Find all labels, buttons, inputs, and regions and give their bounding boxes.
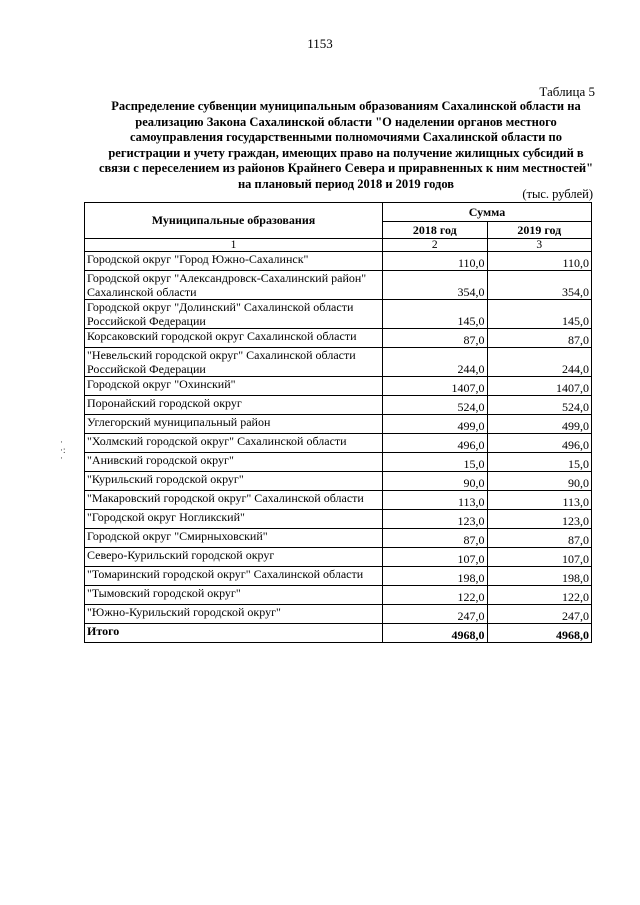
table-row: [85, 472, 592, 491]
municipality-name: "Макаровский городской округ" Сахалинской области: [85, 491, 383, 510]
municipality-name: Городской округ "Долинский" Сахалинской области Российской Федерации: [85, 300, 383, 329]
value-2019: 524,0: [487, 396, 592, 415]
municipality-name: Северо-Курильский городской округ: [85, 548, 383, 567]
municipality-name: Поронайский городской округ: [85, 396, 383, 415]
value-2018: 496,0: [383, 434, 488, 453]
table-label: Таблица 5: [539, 84, 595, 99]
subvention-table: [84, 202, 592, 643]
value-2018: 145,0: [383, 300, 488, 329]
value-2018: 247,0: [383, 605, 488, 624]
total-row: [85, 624, 592, 643]
value-2019: 110,0: [487, 252, 592, 271]
value-2019: 247,0: [487, 605, 592, 624]
table-row: [85, 453, 592, 472]
municipality-name: "Анивский городской округ": [85, 453, 383, 472]
value-2018: 198,0: [383, 567, 488, 586]
table-row: [85, 491, 592, 510]
scan-marks: · ·: ·: [60, 437, 66, 463]
value-2018: 87,0: [383, 329, 488, 348]
table-row: [85, 396, 592, 415]
value-2018: 122,0: [383, 586, 488, 605]
value-2019: 87,0: [487, 329, 592, 348]
value-2019: 1407,0: [487, 377, 592, 396]
municipality-name: Городской округ "Город Южно-Сахалинск": [85, 252, 383, 271]
table-row: [85, 348, 592, 377]
table-row: [85, 510, 592, 529]
value-2019: 90,0: [487, 472, 592, 491]
municipality-name: Городской округ "Смирныховский": [85, 529, 383, 548]
table-row: [85, 329, 592, 348]
value-2019: 354,0: [487, 271, 592, 300]
column-number: 3: [487, 239, 592, 252]
title-line: регистрации и учету граждан, имеющих право на получение жилищных субсидий в: [108, 145, 584, 160]
value-2018: 107,0: [383, 548, 488, 567]
title-line: реализацию Закона Сахалинской области "О наделении органов местного: [135, 114, 557, 129]
value-2018: 15,0: [383, 453, 488, 472]
units-label: (тыс. рублей): [522, 187, 593, 201]
total-2019: 4968,0: [487, 624, 592, 643]
value-2019: 496,0: [487, 434, 592, 453]
column-number: 2: [383, 239, 488, 252]
table-row: [85, 415, 592, 434]
title-line: на плановый период 2018 и 2019 годов: [237, 176, 455, 191]
municipality-name: "Курильский городской округ": [85, 472, 383, 491]
value-2019: 122,0: [487, 586, 592, 605]
title-line: связи с переселением из районов Крайнего Севера и приравненных к ним местностей": [98, 161, 594, 175]
value-2019: 198,0: [487, 567, 592, 586]
total-label: Итого: [85, 624, 383, 643]
value-2019: 113,0: [487, 491, 592, 510]
header-sum: Сумма: [383, 203, 592, 222]
table-row: [85, 529, 592, 548]
table-row: [85, 586, 592, 605]
municipality-name: "Невельский городской округ" Сахалинской области Российской Федерации: [85, 348, 383, 377]
municipality-name: "Холмский городской округ" Сахалинской области: [85, 434, 383, 453]
header-municipalities: Муниципальные образования: [85, 203, 383, 239]
document-title: [90, 99, 602, 192]
table-row: [85, 252, 592, 271]
municipality-name: "Южно-Курильский городской округ": [85, 605, 383, 624]
value-2019: 15,0: [487, 453, 592, 472]
value-2018: 244,0: [383, 348, 488, 377]
value-2019: 499,0: [487, 415, 592, 434]
municipality-name: Корсаковский городской округ Сахалинской области: [85, 329, 383, 348]
title-line: Распределение субвенции муниципальным образованиям Сахалинской области на: [111, 99, 581, 113]
municipality-name: "Тымовский городской округ": [85, 586, 383, 605]
value-2019: 107,0: [487, 548, 592, 567]
column-number: 1: [85, 239, 383, 252]
value-2018: 1407,0: [383, 377, 488, 396]
value-2019: 244,0: [487, 348, 592, 377]
municipality-name: "Томаринский городской округ" Сахалинской области: [85, 567, 383, 586]
title-line: самоуправления государственными полномочиями Сахалинской области по: [129, 130, 562, 144]
value-2018: 90,0: [383, 472, 488, 491]
value-2019: 87,0: [487, 529, 592, 548]
page-number: 1153: [307, 36, 333, 51]
table-row: [85, 271, 592, 300]
header-year-2019: 2019 год: [487, 222, 592, 239]
value-2018: 110,0: [383, 252, 488, 271]
municipality-name: Городской округ "Александровск-Сахалинский район" Сахалинской области: [85, 271, 383, 300]
value-2018: 113,0: [383, 491, 488, 510]
table-row: [85, 377, 592, 396]
table-row: [85, 434, 592, 453]
municipality-name: Городской округ "Охинский": [85, 377, 383, 396]
value-2018: 354,0: [383, 271, 488, 300]
value-2019: 145,0: [487, 300, 592, 329]
municipality-name: Углегорский муниципальный район: [85, 415, 383, 434]
total-2018: 4968,0: [383, 624, 488, 643]
value-2018: 499,0: [383, 415, 488, 434]
value-2019: 123,0: [487, 510, 592, 529]
table-row: [85, 605, 592, 624]
value-2018: 123,0: [383, 510, 488, 529]
value-2018: 87,0: [383, 529, 488, 548]
header-year-2018: 2018 год: [383, 222, 488, 239]
table-row: [85, 300, 592, 329]
municipality-name: "Городской округ Ногликский": [85, 510, 383, 529]
value-2018: 524,0: [383, 396, 488, 415]
table-row: [85, 548, 592, 567]
table-row: [85, 567, 592, 586]
